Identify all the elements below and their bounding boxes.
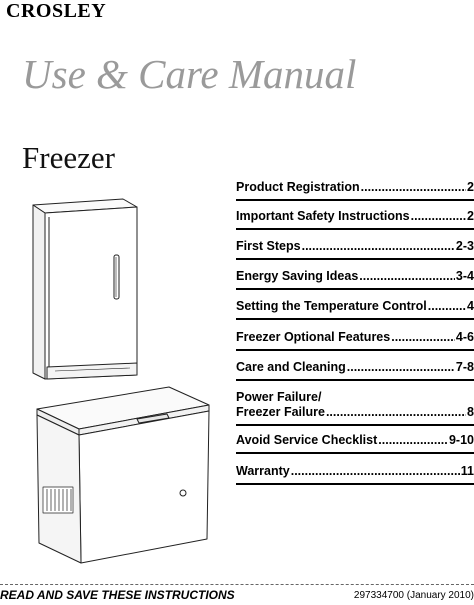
toc-label: Important Safety Instructions	[236, 209, 410, 223]
toc-entry-first-steps[interactable]	[236, 239, 474, 260]
footer-divider	[0, 584, 474, 586]
toc-divider	[236, 483, 474, 485]
toc-pages: 7-8	[455, 360, 474, 374]
footer-instructions: READ AND SAVE THESE INSTRUCTIONS	[0, 588, 235, 602]
freezer-illustration	[25, 195, 210, 575]
chest-freezer-drawing	[37, 387, 209, 563]
toc-label: Care and Cleaning	[236, 360, 346, 374]
toc-entry-warranty[interactable]	[236, 464, 474, 485]
toc-label: Energy Saving Ideas	[236, 269, 359, 283]
toc-label: First Steps	[236, 239, 301, 253]
toc-label: Warranty	[236, 464, 290, 478]
footer-part-number: 297334700 (January 2010)	[353, 590, 474, 601]
toc-pages: 11	[460, 464, 474, 478]
toc-pages: 3-4	[455, 269, 474, 283]
toc-entry-avoid-service-checklist[interactable]	[236, 433, 474, 454]
product-subtitle: Freezer	[22, 140, 115, 175]
toc-label: Product Registration	[236, 180, 360, 194]
toc-divider	[236, 318, 474, 320]
toc-divider	[236, 424, 474, 426]
toc-pages: 2	[467, 180, 474, 194]
toc-label: Freezer Optional Features	[236, 330, 391, 344]
toc-entry-temperature-control[interactable]	[236, 299, 474, 320]
toc-pages: 2-3	[455, 239, 474, 253]
toc-divider	[236, 349, 474, 351]
toc-label: Freezer Failure	[236, 405, 325, 419]
brand-logo: CROSLEY	[6, 0, 107, 22]
toc-entry-power-failure[interactable]	[236, 390, 474, 426]
toc-entry-important-safety-instructions[interactable]	[236, 209, 474, 230]
toc-divider	[236, 452, 474, 454]
toc-divider	[236, 199, 474, 201]
toc-divider	[236, 379, 474, 381]
toc-pages: 2	[467, 209, 474, 223]
toc-label: Avoid Service Checklist	[236, 433, 378, 447]
toc-entry-energy-saving-ideas[interactable]	[236, 269, 474, 290]
toc-label: Setting the Temperature Control	[236, 299, 427, 313]
toc-pages: 9-10	[448, 433, 474, 447]
toc-divider	[236, 228, 474, 230]
toc-pages: 8	[467, 405, 474, 419]
toc-pages: 4	[467, 299, 474, 313]
toc-label-line1: Power Failure/	[236, 390, 322, 404]
toc-divider	[236, 288, 474, 290]
upright-freezer-drawing	[33, 199, 137, 379]
toc-entry-product-registration[interactable]	[236, 180, 474, 201]
manual-title: Use & Care Manual	[22, 51, 357, 97]
toc-entry-optional-features[interactable]	[236, 330, 474, 351]
toc-entry-care-and-cleaning[interactable]	[236, 360, 474, 381]
toc-pages: 4-6	[455, 330, 474, 344]
toc-divider	[236, 258, 474, 260]
